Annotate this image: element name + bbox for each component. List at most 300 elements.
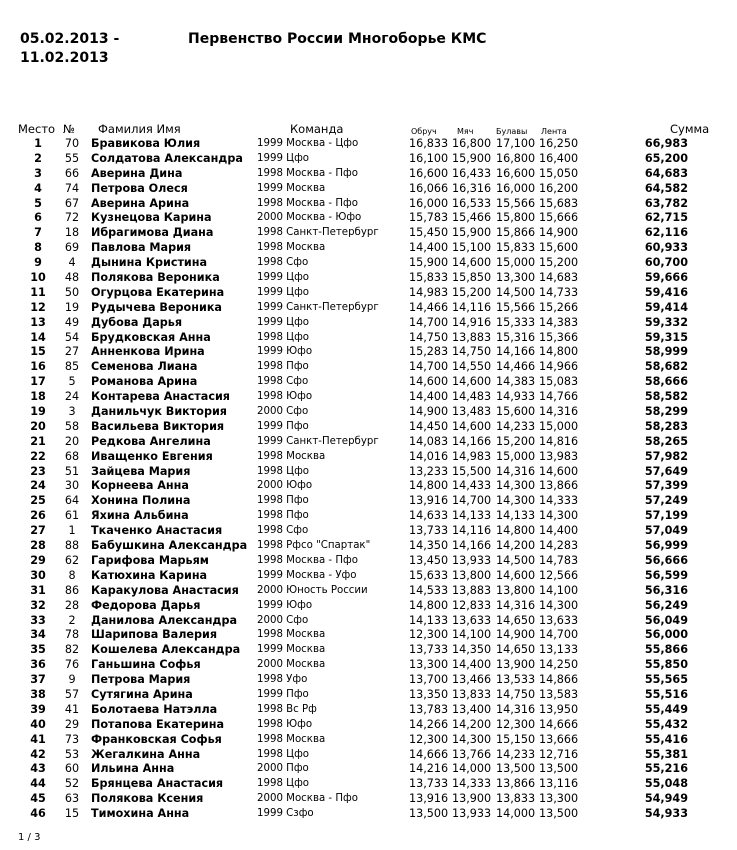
ball-score-cell: 14,700	[452, 494, 492, 508]
ball-score-cell: 12,833	[452, 598, 492, 612]
place-cell: 25	[30, 494, 46, 508]
hoop-score-cell: 12,300	[409, 628, 449, 642]
ball-score-cell: 14,200	[452, 717, 492, 731]
ribbon-score-cell: 15,266	[539, 300, 579, 314]
ball-score-cell: 13,800	[452, 568, 492, 582]
ribbon-score-cell: 15,000	[539, 419, 579, 433]
table-row	[0, 748, 737, 763]
total-cell: 64,582	[644, 181, 688, 195]
number-cell: 29	[64, 717, 80, 731]
ribbon-score-cell: 12,566	[539, 568, 579, 582]
ribbon-score-cell: 14,683	[539, 271, 579, 285]
clubs-score-cell: 13,300	[496, 271, 536, 285]
table-row	[0, 360, 737, 375]
name-cell: Васильева Виктория	[91, 419, 225, 433]
team-cell: 1999 Пфо	[257, 420, 309, 432]
place-cell: 45	[30, 792, 46, 806]
ball-score-cell: 15,200	[452, 285, 492, 299]
place-cell: 32	[30, 598, 46, 612]
clubs-score-cell: 14,233	[496, 419, 536, 433]
team-cell: 2000 Москва - Пфо	[257, 793, 358, 805]
ball-score-cell: 14,916	[452, 315, 492, 329]
hoop-score-cell: 14,600	[409, 375, 449, 389]
number-cell: 18	[64, 226, 80, 240]
ball-score-cell: 15,850	[452, 271, 492, 285]
number-cell: 8	[68, 568, 76, 582]
total-cell: 58,283	[644, 419, 688, 433]
place-cell: 26	[30, 509, 46, 523]
place-cell: 37	[30, 673, 46, 687]
place-cell: 43	[30, 762, 46, 776]
place-cell: 39	[30, 702, 46, 716]
total-cell: 66,983	[644, 137, 688, 150]
number-cell: 49	[64, 315, 80, 329]
clubs-score-cell: 14,166	[496, 345, 536, 359]
name-cell: Солдатова Александра	[91, 151, 243, 165]
team-cell: 2000 Москва	[257, 659, 326, 671]
name-cell: Кошелева Александра	[91, 643, 241, 657]
name-cell: Анненкова Ирина	[91, 345, 205, 359]
team-cell: 1998 Вс Рф	[257, 703, 317, 715]
table-row	[0, 688, 737, 703]
total-cell: 58,999	[644, 345, 688, 359]
hoop-score-cell: 13,350	[409, 687, 449, 701]
ribbon-score-cell: 13,300	[539, 792, 579, 806]
name-cell: Аверина Дина	[91, 166, 183, 180]
name-cell: Сутягина Арина	[91, 687, 193, 701]
name-cell: Редкова Ангелина	[91, 434, 211, 448]
number-cell: 15	[64, 807, 80, 821]
number-cell: 55	[64, 151, 80, 165]
ball-score-cell: 14,550	[452, 360, 492, 374]
place-cell: 2	[34, 151, 42, 165]
clubs-score-cell: 13,866	[496, 777, 536, 791]
table-row	[0, 494, 737, 509]
total-cell: 60,933	[644, 241, 688, 255]
hoop-score-cell: 14,900	[409, 405, 449, 419]
ribbon-score-cell: 14,300	[539, 598, 579, 612]
number-cell: 62	[64, 553, 80, 567]
total-cell: 58,582	[644, 390, 688, 404]
number-cell: 41	[64, 702, 80, 716]
hoop-score-cell: 14,350	[409, 539, 449, 553]
clubs-score-cell: 14,000	[496, 807, 536, 821]
table-row	[0, 182, 737, 197]
total-cell: 64,683	[644, 166, 688, 180]
ball-score-cell: 14,300	[452, 732, 492, 746]
number-cell: 4	[68, 256, 76, 270]
clubs-score-cell: 16,000	[496, 181, 536, 195]
clubs-score-cell: 14,316	[496, 702, 536, 716]
hoop-score-cell: 16,833	[409, 137, 449, 150]
hoop-score-cell: 13,783	[409, 702, 449, 716]
place-cell: 13	[30, 315, 46, 329]
ribbon-score-cell: 13,500	[539, 762, 579, 776]
table-row	[0, 614, 737, 629]
col-header-team: Команда	[290, 122, 344, 136]
ribbon-score-cell: 13,500	[539, 807, 579, 821]
name-cell: Хонина Полина	[91, 494, 191, 508]
ribbon-score-cell: 14,700	[539, 628, 579, 642]
hoop-score-cell: 16,100	[409, 151, 449, 165]
clubs-score-cell: 14,600	[496, 568, 536, 582]
hoop-score-cell: 13,733	[409, 643, 449, 657]
number-cell: 53	[64, 747, 80, 761]
team-cell: 1998 Цфо	[257, 778, 310, 790]
ribbon-score-cell: 14,300	[539, 509, 579, 523]
total-cell: 59,416	[644, 285, 688, 299]
table-row	[0, 167, 737, 182]
total-cell: 56,049	[644, 613, 688, 627]
place-cell: 23	[30, 464, 46, 478]
table-row	[0, 465, 737, 480]
ball-score-cell: 14,133	[452, 509, 492, 523]
team-cell: 1999 Москва	[257, 644, 326, 656]
hoop-score-cell: 14,400	[409, 241, 449, 255]
table-row	[0, 718, 737, 733]
total-cell: 58,666	[644, 375, 688, 389]
ball-score-cell: 15,466	[452, 211, 492, 225]
table-row	[0, 658, 737, 673]
results-table	[0, 137, 737, 822]
hoop-score-cell: 13,916	[409, 494, 449, 508]
name-cell: Павлова Мария	[91, 241, 192, 255]
name-cell: Брудковская Анна	[91, 330, 211, 344]
place-cell: 17	[30, 375, 46, 389]
team-cell: 2000 Юфо	[257, 480, 313, 492]
ribbon-score-cell: 15,200	[539, 256, 579, 270]
hoop-score-cell: 16,066	[409, 181, 449, 195]
number-cell: 85	[64, 360, 80, 374]
place-cell: 9	[34, 256, 42, 270]
ball-score-cell: 16,433	[452, 166, 492, 180]
hoop-score-cell: 14,983	[409, 285, 449, 299]
number-cell: 9	[68, 673, 76, 687]
number-cell: 88	[64, 539, 80, 553]
place-cell: 19	[30, 405, 46, 419]
place-cell: 40	[30, 717, 46, 731]
name-cell: Петрова Мария	[91, 673, 191, 687]
place-cell: 7	[34, 226, 42, 240]
table-row	[0, 479, 737, 494]
ribbon-score-cell: 13,583	[539, 687, 579, 701]
total-cell: 56,599	[644, 568, 688, 582]
team-cell: 1998 Уфо	[257, 674, 308, 686]
team-cell: 2000 Юность России	[257, 584, 368, 596]
name-cell: Бабушкина Александра	[91, 539, 248, 553]
total-cell: 57,982	[644, 449, 688, 463]
ribbon-score-cell: 14,283	[539, 539, 579, 553]
clubs-score-cell: 15,833	[496, 241, 536, 255]
team-cell: 1998 Сфо	[257, 525, 309, 537]
table-row	[0, 137, 737, 152]
team-cell: 1999 Москва - Цфо	[257, 138, 359, 149]
hoop-score-cell: 15,833	[409, 271, 449, 285]
number-cell: 69	[64, 241, 80, 255]
table-row	[0, 197, 737, 212]
ball-score-cell: 14,600	[452, 419, 492, 433]
total-cell: 56,000	[644, 628, 688, 642]
place-cell: 8	[34, 241, 42, 255]
hoop-score-cell: 14,266	[409, 717, 449, 731]
ribbon-score-cell: 16,250	[539, 137, 579, 150]
table-row	[0, 599, 737, 614]
clubs-score-cell: 15,000	[496, 449, 536, 463]
team-cell: 1998 Москва - Пфо	[257, 554, 358, 566]
number-cell: 61	[64, 509, 80, 523]
total-cell: 55,565	[644, 673, 688, 687]
hoop-score-cell: 14,450	[409, 419, 449, 433]
team-cell: 2000 Пфо	[257, 763, 309, 775]
name-cell: Катюхина Карина	[91, 568, 208, 582]
total-cell: 59,315	[644, 330, 688, 344]
table-row	[0, 241, 737, 256]
place-cell: 15	[30, 345, 46, 359]
place-cell: 5	[34, 196, 42, 210]
clubs-score-cell: 14,650	[496, 643, 536, 657]
total-cell: 58,682	[644, 360, 688, 374]
ribbon-score-cell: 14,783	[539, 553, 579, 567]
name-cell: Данильчук Виктория	[91, 405, 227, 419]
col-header-clubs: Булавы	[496, 127, 528, 136]
clubs-score-cell: 16,800	[496, 151, 536, 165]
table-row	[0, 271, 737, 286]
place-cell: 22	[30, 449, 46, 463]
ribbon-score-cell: 14,966	[539, 360, 579, 374]
total-cell: 54,949	[644, 792, 688, 806]
number-cell: 64	[64, 494, 80, 508]
ball-score-cell: 14,400	[452, 658, 492, 672]
name-cell: Каракулова Анастасия	[91, 583, 239, 597]
ribbon-score-cell: 15,666	[539, 211, 579, 225]
place-cell: 14	[30, 330, 46, 344]
team-cell: 1998 Москва - Пфо	[257, 197, 358, 209]
hoop-score-cell: 15,283	[409, 345, 449, 359]
clubs-score-cell: 13,800	[496, 583, 536, 597]
hoop-score-cell: 14,083	[409, 434, 449, 448]
ribbon-score-cell: 14,383	[539, 315, 579, 329]
clubs-score-cell: 14,500	[496, 553, 536, 567]
clubs-score-cell: 15,566	[496, 300, 536, 314]
ball-score-cell: 13,900	[452, 792, 492, 806]
team-cell: 1998 Рфсо "Спартак"	[257, 540, 371, 552]
ribbon-score-cell: 15,683	[539, 196, 579, 210]
clubs-score-cell: 15,000	[496, 256, 536, 270]
number-cell: 28	[64, 598, 80, 612]
clubs-score-cell: 15,333	[496, 315, 536, 329]
name-cell: Шарипова Валерия	[91, 628, 218, 642]
clubs-score-cell: 14,466	[496, 360, 536, 374]
place-cell: 18	[30, 390, 46, 404]
table-row	[0, 673, 737, 688]
clubs-score-cell: 15,566	[496, 196, 536, 210]
number-cell: 1	[68, 524, 76, 538]
place-cell: 27	[30, 524, 46, 538]
place-cell: 28	[30, 539, 46, 553]
name-cell: Иващенко Евгения	[91, 449, 213, 463]
table-row	[0, 226, 737, 241]
team-cell: 1998 Санкт-Петербург	[257, 227, 379, 239]
clubs-score-cell: 14,300	[496, 494, 536, 508]
hoop-score-cell: 14,016	[409, 449, 449, 463]
clubs-score-cell: 14,200	[496, 539, 536, 553]
ball-score-cell: 15,500	[452, 464, 492, 478]
col-header-num: №	[63, 122, 75, 136]
ribbon-score-cell: 13,133	[539, 643, 579, 657]
team-cell: 1999 Сзфо	[257, 808, 314, 820]
table-row	[0, 509, 737, 524]
ball-score-cell: 14,166	[452, 434, 492, 448]
ball-score-cell: 16,316	[452, 181, 492, 195]
clubs-score-cell: 14,133	[496, 509, 536, 523]
clubs-score-cell: 13,900	[496, 658, 536, 672]
name-cell: Ганьшина Софья	[91, 658, 201, 672]
clubs-score-cell: 14,750	[496, 687, 536, 701]
total-cell: 57,399	[644, 479, 688, 493]
team-cell: 1998 Москва	[257, 629, 326, 641]
name-cell: Контарева Анастасия	[91, 390, 230, 404]
place-cell: 38	[30, 687, 46, 701]
table-row	[0, 539, 737, 554]
name-cell: Ильина Анна	[91, 762, 175, 776]
place-cell: 41	[30, 732, 46, 746]
team-cell: 1999 Пфо	[257, 688, 309, 700]
number-cell: 58	[64, 419, 80, 433]
ribbon-score-cell: 13,950	[539, 702, 579, 716]
team-cell: 2000 Сфо	[257, 406, 309, 418]
team-cell: 1998 Цфо	[257, 748, 310, 760]
name-cell: Потапова Екатерина	[91, 717, 225, 731]
place-cell: 11	[30, 285, 46, 299]
ribbon-score-cell: 14,866	[539, 673, 579, 687]
table-row	[0, 450, 737, 465]
name-cell: Федорова Дарья	[91, 598, 201, 612]
place-cell: 31	[30, 583, 46, 597]
team-cell: 1998 Юфо	[257, 718, 313, 730]
total-cell: 55,449	[644, 702, 688, 716]
team-cell: 1998 Москва	[257, 450, 326, 462]
total-cell: 55,381	[644, 747, 688, 761]
ribbon-score-cell: 13,983	[539, 449, 579, 463]
team-cell: 1999 Цфо	[257, 316, 310, 328]
col-header-name: Фамилия Имя	[98, 122, 181, 136]
clubs-score-cell: 13,533	[496, 673, 536, 687]
total-cell: 55,416	[644, 732, 688, 746]
ribbon-score-cell: 16,200	[539, 181, 579, 195]
name-cell: Петрова Олеся	[91, 181, 188, 195]
ball-score-cell: 13,883	[452, 330, 492, 344]
hoop-score-cell: 16,600	[409, 166, 449, 180]
total-cell: 56,316	[644, 583, 688, 597]
hoop-score-cell: 14,800	[409, 479, 449, 493]
hoop-score-cell: 13,233	[409, 464, 449, 478]
ribbon-score-cell: 14,400	[539, 524, 579, 538]
clubs-score-cell: 15,600	[496, 405, 536, 419]
number-cell: 73	[64, 732, 80, 746]
ribbon-score-cell: 14,666	[539, 717, 579, 731]
name-cell: Рудычева Вероника	[91, 300, 222, 314]
hoop-score-cell: 14,666	[409, 747, 449, 761]
table-row	[0, 152, 737, 167]
name-cell: Жегалкина Анна	[91, 747, 201, 761]
number-cell: 82	[64, 643, 80, 657]
ball-score-cell: 13,833	[452, 687, 492, 701]
number-cell: 54	[64, 330, 80, 344]
hoop-score-cell: 13,916	[409, 792, 449, 806]
total-cell: 55,048	[644, 777, 688, 791]
place-cell: 34	[30, 628, 46, 642]
total-cell: 59,332	[644, 315, 688, 329]
ribbon-score-cell: 14,816	[539, 434, 579, 448]
ribbon-score-cell: 15,083	[539, 375, 579, 389]
hoop-score-cell: 14,700	[409, 315, 449, 329]
ribbon-score-cell: 14,250	[539, 658, 579, 672]
number-cell: 3	[68, 405, 76, 419]
team-cell: 2000 Сфо	[257, 614, 309, 626]
total-cell: 57,649	[644, 464, 688, 478]
number-cell: 24	[64, 390, 80, 404]
ribbon-score-cell: 14,316	[539, 405, 579, 419]
place-cell: 24	[30, 479, 46, 493]
table-row	[0, 345, 737, 360]
number-cell: 86	[64, 583, 80, 597]
ball-score-cell: 16,800	[452, 137, 492, 150]
place-cell: 3	[34, 166, 42, 180]
ball-score-cell: 15,900	[452, 226, 492, 240]
place-cell: 6	[34, 211, 42, 225]
ball-score-cell: 14,116	[452, 300, 492, 314]
ball-score-cell: 13,633	[452, 613, 492, 627]
team-cell: 1999 Цфо	[257, 152, 310, 164]
number-cell: 52	[64, 777, 80, 791]
number-cell: 74	[64, 181, 80, 195]
table-row	[0, 733, 737, 748]
number-cell: 57	[64, 687, 80, 701]
number-cell: 50	[64, 285, 80, 299]
ribbon-score-cell: 12,716	[539, 747, 579, 761]
hoop-score-cell: 14,633	[409, 509, 449, 523]
clubs-score-cell: 15,150	[496, 732, 536, 746]
place-cell: 35	[30, 643, 46, 657]
ribbon-score-cell: 15,050	[539, 166, 579, 180]
clubs-score-cell: 14,233	[496, 747, 536, 761]
ball-score-cell: 13,933	[452, 553, 492, 567]
place-cell: 12	[30, 300, 46, 314]
ball-score-cell: 14,483	[452, 390, 492, 404]
clubs-score-cell: 13,500	[496, 762, 536, 776]
number-cell: 60	[64, 762, 80, 776]
clubs-score-cell: 14,383	[496, 375, 536, 389]
ball-score-cell: 13,883	[452, 583, 492, 597]
ball-score-cell: 14,000	[452, 762, 492, 776]
total-cell: 57,049	[644, 524, 688, 538]
team-cell: 2000 Москва - Юфо	[257, 212, 362, 224]
place-cell: 33	[30, 613, 46, 627]
number-cell: 66	[64, 166, 80, 180]
name-cell: Тимохина Анна	[91, 807, 190, 821]
ribbon-score-cell: 14,600	[539, 464, 579, 478]
col-header-ball: Мяч	[457, 127, 474, 136]
place-cell: 29	[30, 553, 46, 567]
table-row	[0, 762, 737, 777]
clubs-score-cell: 16,600	[496, 166, 536, 180]
clubs-score-cell: 15,316	[496, 330, 536, 344]
ribbon-score-cell: 13,116	[539, 777, 579, 791]
total-cell: 62,715	[644, 211, 688, 225]
page-title: Первенство России Многоборье КМС	[188, 31, 487, 47]
place-cell: 4	[34, 181, 42, 195]
place-cell: 16	[30, 360, 46, 374]
